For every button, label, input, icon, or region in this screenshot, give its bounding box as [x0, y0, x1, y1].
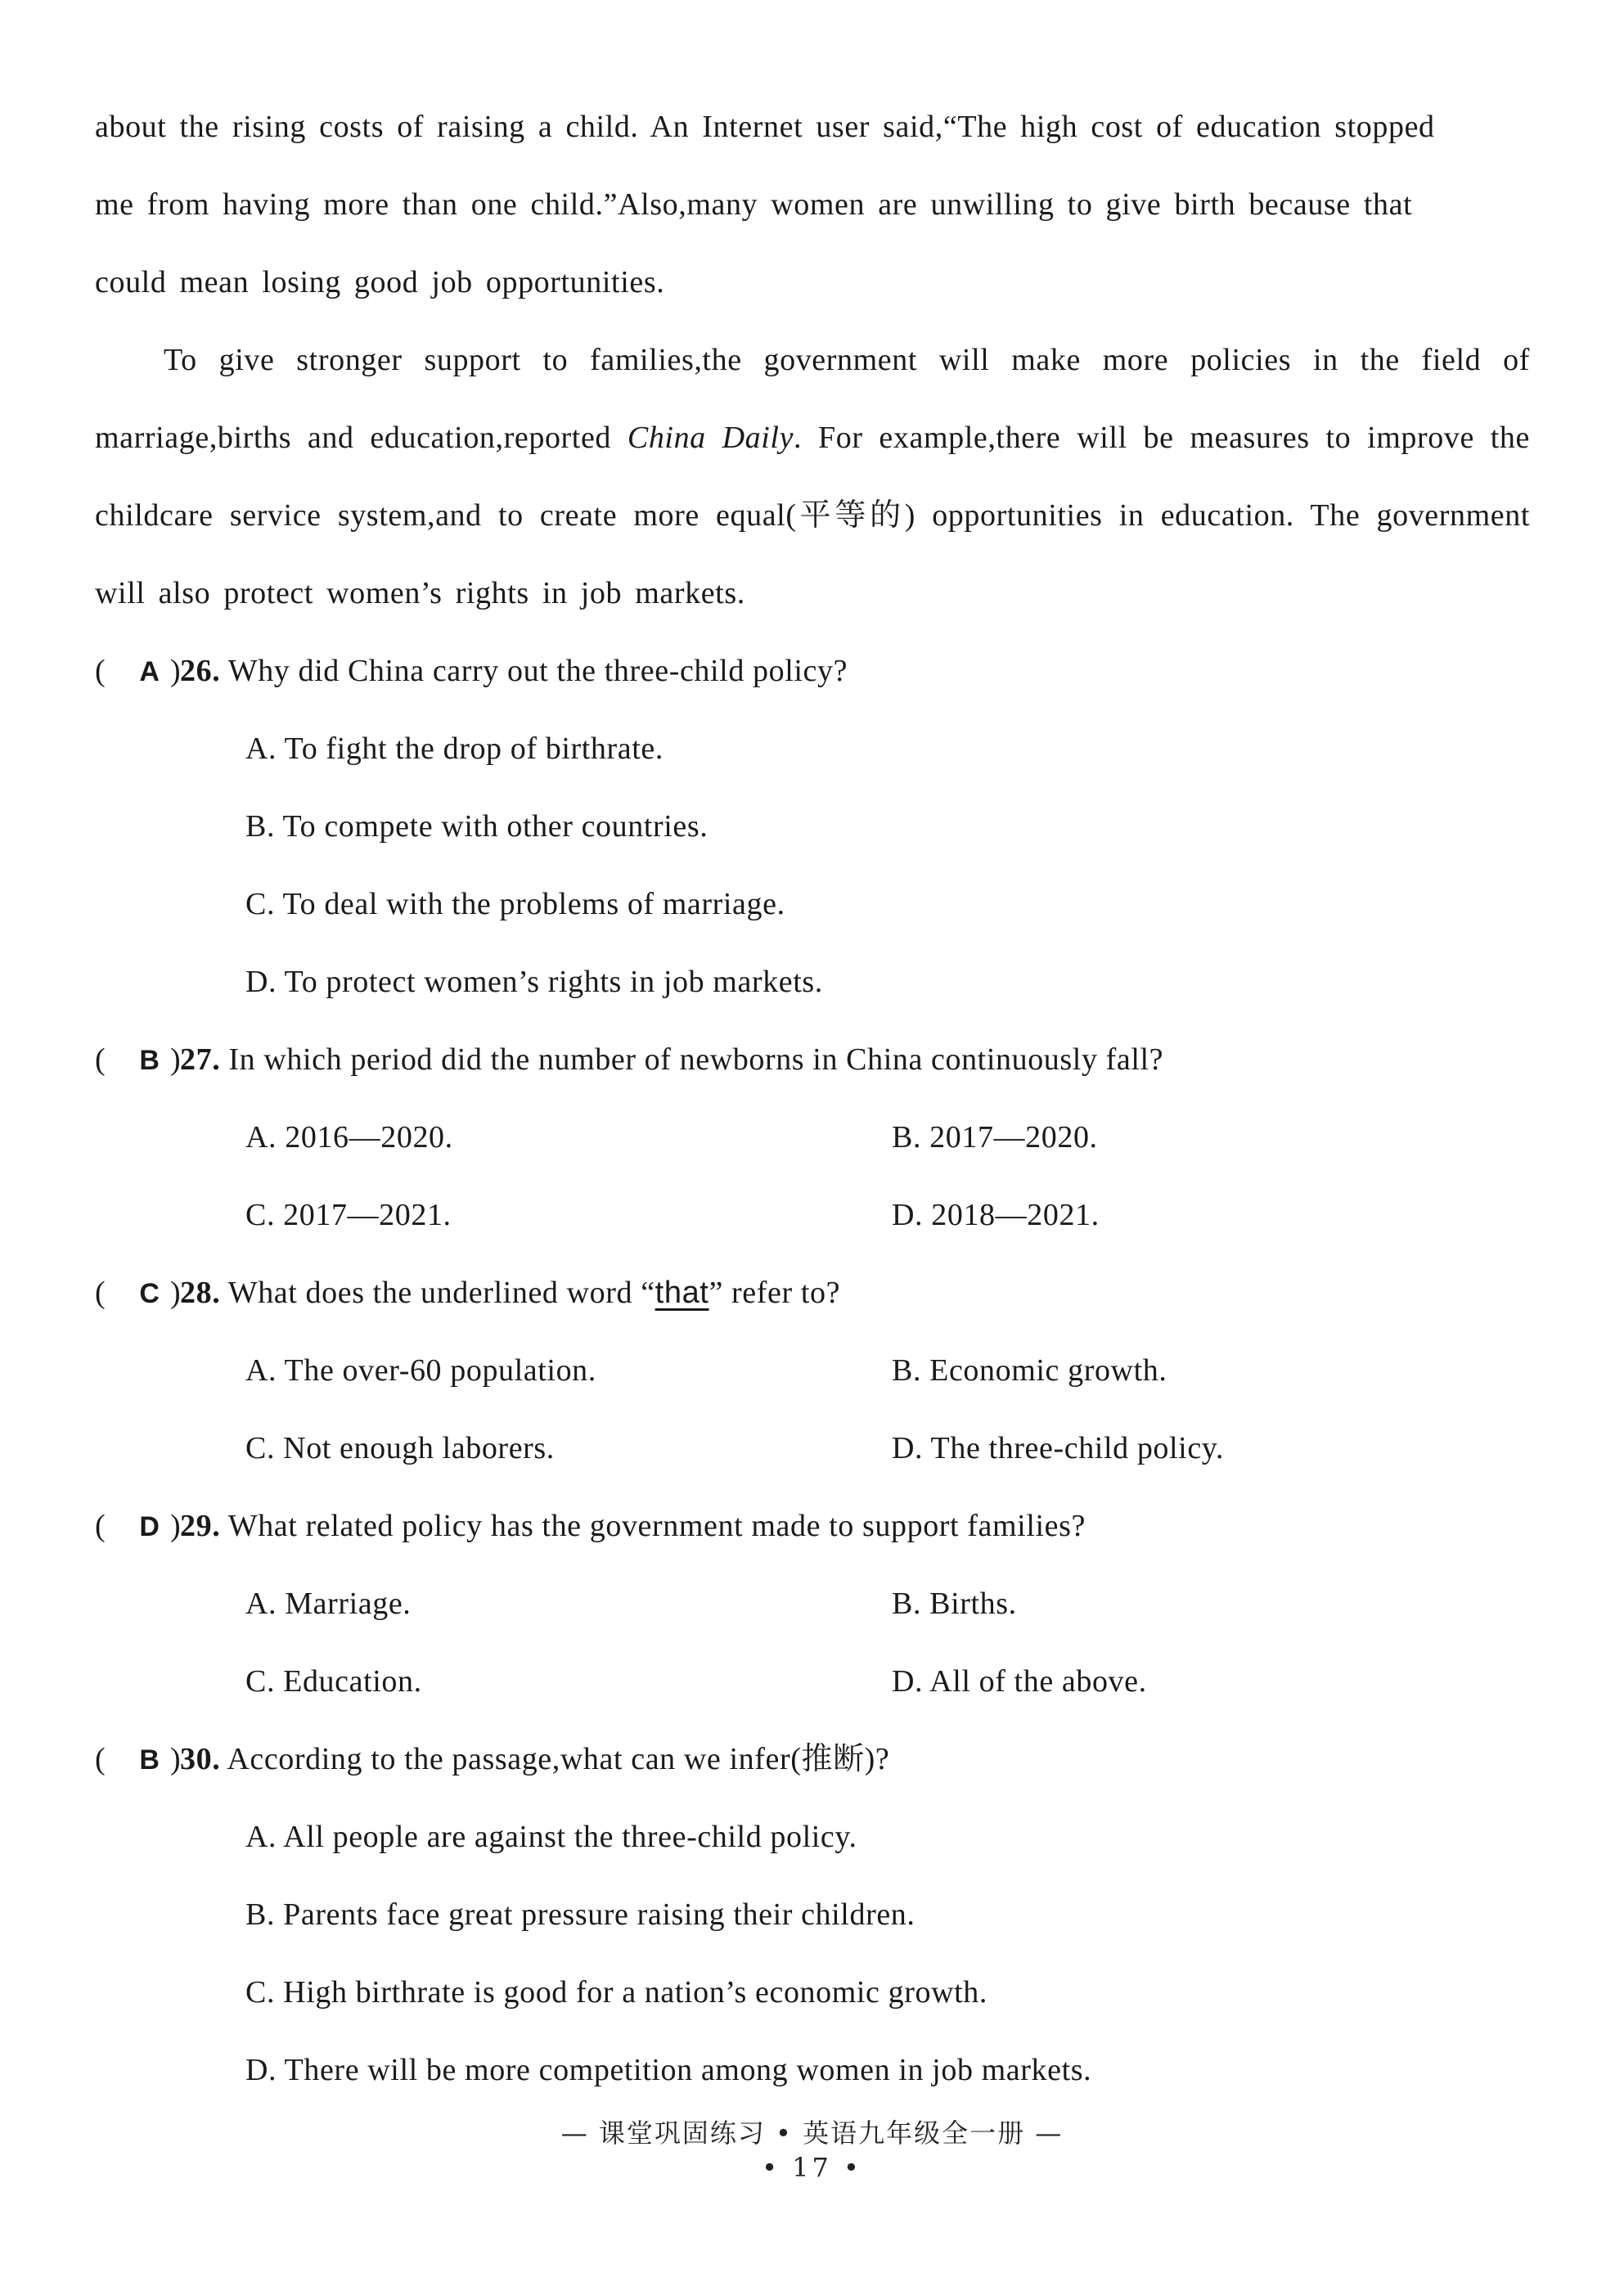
question-26: ( A )26. Why did China carry out the three-child policy? — [95, 632, 1530, 710]
option-b: B. 2017—2020. — [892, 1120, 1098, 1155]
option-b: B. Parents face great pressure raising their children. — [245, 1897, 915, 1932]
newspaper-name: China Daily — [627, 421, 794, 455]
option-row — [95, 1565, 1530, 1643]
option-a: A. All people are against the three-child policy. — [245, 1820, 857, 1854]
question-text: What related policy has the government made to support families? — [227, 1509, 1086, 1543]
option-a: A. Marriage. — [245, 1587, 412, 1621]
document-page — [95, 88, 1530, 2109]
footer-title: — 课堂巩固练习 • 英语九年级全一册 — — [560, 2118, 1064, 2149]
passage-line: me from having more than one child.”Also,many women are unwilling to give birth because that — [95, 187, 1413, 222]
option-d: D. There will be more competition among women in job markets. — [245, 2053, 1092, 2087]
answer-letter: D — [139, 1511, 160, 1542]
answer-letter: B — [139, 1744, 160, 1776]
option-d: D. To protect women’s rights in job markets. — [245, 965, 823, 999]
page-number: • 17 • — [762, 2152, 862, 2183]
question-30: ( B )30. According to the passage,what can we infer(推断)? — [95, 1721, 1530, 1798]
passage-paragraph-1 — [95, 88, 1530, 322]
option-b: B. To compete with other countries. — [245, 809, 709, 844]
answer-letter: C — [139, 1278, 160, 1309]
option-d: D. All of the above. — [892, 1664, 1147, 1699]
question-28: ( C )28. What does the underlined word “that” refer to? — [95, 1254, 1530, 1332]
question-text: According to the passage,what can we infer(推断)? — [227, 1742, 890, 1776]
option-b: B. Births. — [892, 1587, 1017, 1621]
question-27: ( B )27. In which period did the number of newborns in China continuously fall? — [95, 1021, 1530, 1099]
passage-text: . For example,there will be measures to improve the childcare service system,and to create more equal(平等的) opportunities in education. The government will also protect women’s rights in job markets. — [95, 421, 1530, 610]
passage-line: about the rising costs of raising a child. An Internet user said,“The high cost of education stopped — [95, 110, 1435, 144]
underlined-word: that — [655, 1276, 709, 1310]
option-row — [95, 1099, 1530, 1177]
option-c: C. 2017—2021. — [245, 1198, 452, 1232]
option-row — [95, 1177, 1530, 1254]
option-row — [95, 1410, 1530, 1488]
option-a: A. The over-60 population. — [245, 1353, 596, 1388]
option-d: D. The three-child policy. — [892, 1431, 1225, 1465]
question-text: Why did China carry out the three-child policy? — [227, 654, 848, 688]
passage-line: could mean losing good job opportunities. — [95, 265, 665, 299]
question-number: 28. — [180, 1276, 221, 1310]
question-text: What does the underlined word “that” refer to? — [227, 1276, 841, 1310]
option-c: C. High birthrate is good for a nation’s economic growth. — [245, 1975, 987, 2010]
option-row — [95, 1332, 1530, 1410]
question-number: 27. — [180, 1042, 221, 1077]
option-d: D. 2018—2021. — [892, 1198, 1100, 1232]
question-number: 29. — [180, 1509, 221, 1543]
option-c: C. Not enough laborers. — [245, 1431, 555, 1465]
passage-text: To give stronger support to families,the government will make more policies in the field of marriage,births and education,reported — [95, 343, 1530, 455]
option-row — [95, 1643, 1530, 1721]
option-c: C. Education. — [245, 1664, 422, 1699]
option-b: B. Economic growth. — [892, 1353, 1167, 1388]
answer-letter: A — [139, 656, 160, 687]
question-number: 26. — [180, 654, 221, 688]
question-text: In which period did the number of newborns in China continuously fall? — [228, 1042, 1164, 1077]
question-29: ( D )29. What related policy has the government made to support families? — [95, 1488, 1530, 1565]
answer-letter: B — [139, 1045, 160, 1076]
option-a: A. 2016—2020. — [245, 1120, 453, 1155]
question-number: 30. — [180, 1742, 221, 1776]
option-c: C. To deal with the problems of marriage. — [245, 887, 785, 921]
option-a: A. To fight the drop of birthrate. — [245, 731, 664, 766]
passage-paragraph-2 — [95, 322, 1530, 632]
